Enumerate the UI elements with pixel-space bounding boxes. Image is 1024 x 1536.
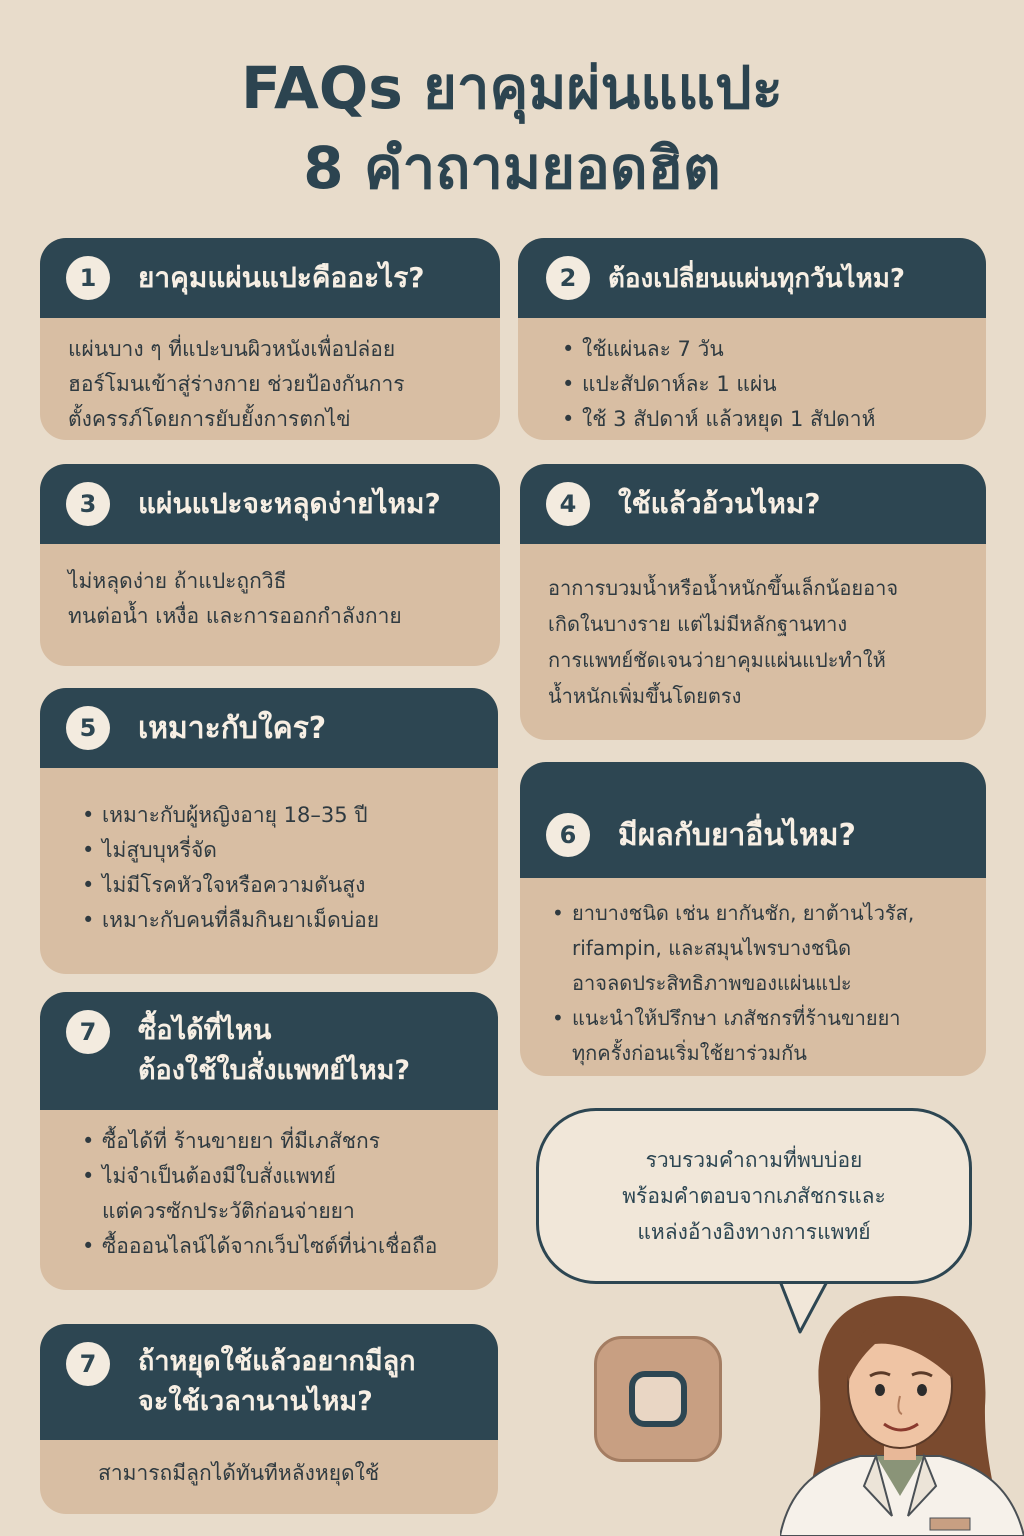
faq-answer <box>520 878 986 1076</box>
answer-line: อาการบวมน้ำหรือน้ำหนักขึ้นเล็กน้อยอาจ <box>548 576 899 600</box>
faq-answer <box>40 318 500 440</box>
bullet-line: rifampin, และสมุนไพรบางชนิด <box>572 936 852 960</box>
faq-question: เหมาะกับใคร? <box>138 710 327 746</box>
answer-bullet: • ใช้ 3 สัปดาห์ แล้วหยุด 1 สัปดาห์ <box>560 402 960 437</box>
bullet-line: • ซื้อได้ที่ ร้านขายยา ที่มีเภสัชกร <box>102 1129 381 1153</box>
faq-number: 1 <box>66 256 110 300</box>
pharmacist-illustration <box>780 1286 1024 1536</box>
answer-bullet <box>80 1124 472 1159</box>
faq-card-3 <box>40 464 500 666</box>
faq-number: 7 <box>66 1010 110 1054</box>
answer-line: ตั้งครรภ์โดยการยับยั้งการตกไข่ <box>68 407 351 431</box>
faq-header <box>40 992 498 1110</box>
faq-card-4 <box>520 464 986 740</box>
answer-bullet: • ไม่สูบบุหรี่จัด <box>80 833 472 868</box>
faq-card-7 <box>40 992 498 1290</box>
answer-line: ทนต่อน้ำ เหงื่อ และการออกกำลังกาย <box>68 604 402 628</box>
contraceptive-patch-icon <box>594 1336 722 1462</box>
faq-number: 7 <box>66 1342 110 1386</box>
faq-number: 2 <box>546 256 590 300</box>
answer-line: ไม่หลุดง่าย ถ้าแปะถูกวิธี <box>68 569 287 593</box>
faq-question: ยาคุมแผ่นแปะคืออะไร? <box>138 261 425 294</box>
faq-header <box>518 238 986 318</box>
faq-number: 3 <box>66 482 110 526</box>
answer-bullet <box>80 1229 472 1264</box>
faq-card-8 <box>40 1324 498 1514</box>
bullet-line: แต่ควรซักประวัติก่อนจ่ายยา <box>102 1199 355 1223</box>
faq-number: 5 <box>66 706 110 750</box>
faq-question: ใช้แล้วอ้วนไหม? <box>618 487 821 520</box>
faq-header <box>40 464 500 544</box>
answer-bullet: • เหมาะกับคนที่ลืมกินยาเม็ดบ่อย <box>80 903 472 938</box>
answer-line: เกิดในบางราย แต่ไม่มีหลักฐานทาง <box>548 612 848 636</box>
page-title <box>0 48 1024 208</box>
bullet-line: • ไม่จำเป็นต้องมีใบสั่งแพทย์ <box>102 1164 336 1188</box>
faq-header <box>40 238 500 318</box>
faq-question <box>138 1011 410 1091</box>
question-line: ต้องใช้ใบสั่งแพทย์ไหม? <box>138 1055 411 1086</box>
faq-answer <box>518 318 986 440</box>
question-line: จะใช้เวลานานไหม? <box>138 1386 373 1417</box>
faq-answer <box>520 544 986 724</box>
faq-question <box>138 1342 416 1422</box>
answer-line: สามารถมีลูกได้ทันทีหลังหยุดใช้ <box>98 1461 380 1485</box>
bullet-line: ทุกครั้งก่อนเริ่มใช้ยาร่วมกัน <box>572 1041 807 1065</box>
faq-question: แผ่นแปะจะหลุดง่ายไหม? <box>138 487 441 520</box>
answer-line: การแพทย์ชัดเจนว่ายาคุมแผ่นแปะทำให้ <box>548 648 886 672</box>
faq-question: ต้องเปลี่ยนแผ่นทุกวันไหม? <box>608 263 905 294</box>
faq-answer <box>40 544 500 644</box>
faq-number: 4 <box>546 482 590 526</box>
answer-bullet <box>550 896 960 1001</box>
answer-bullet: • ไม่มีโรคหัวใจหรือความดันสูง <box>80 868 472 903</box>
answer-bullet: • ใช้แผ่นละ 7 วัน <box>560 332 960 367</box>
title-line-1: FAQs ยาคุมผ่นแแปะ <box>241 54 783 122</box>
faq-answer <box>40 1440 498 1501</box>
bullet-line: • ยาบางชนิด เช่น ยากันชัก, ยาต้านไวรัส, <box>572 901 915 925</box>
patch-inner-square <box>629 1371 687 1427</box>
answer-bullet: • แปะสัปดาห์ละ 1 แผ่น <box>560 367 960 402</box>
faq-answer <box>40 768 498 948</box>
answer-line: น้ำหนักเพิ่มขึ้นโดยตรง <box>548 684 742 708</box>
answer-line: แผ่นบาง ๆ ที่แปะบนผิวหนังเพื่อปล่อย <box>68 337 396 361</box>
bullet-line: • ซื้อออนไลน์ได้จากเว็บไซต์ที่น่าเชื่อถือ <box>102 1234 438 1258</box>
bullet-line: อาจลดประสิทธิภาพของแผ่นแปะ <box>572 971 852 995</box>
faq-card-2 <box>518 238 986 440</box>
bubble-line: แหล่งอ้างอิงทางการแพทย์ <box>637 1220 871 1244</box>
faq-header <box>520 762 986 878</box>
question-line: ซื้อได้ที่ไหน <box>138 1015 272 1046</box>
question-line: ถ้าหยุดใช้แล้วอยากมีลูก <box>138 1346 416 1377</box>
faq-number: 6 <box>546 813 590 857</box>
bubble-line: รวบรวมคำถามที่พบบ่อย <box>645 1148 863 1172</box>
faq-header <box>40 688 498 768</box>
answer-line: ฮอร์โมนเข้าสู่ร่างกาย ช่วยป้องกันการ <box>68 372 405 396</box>
faq-answer <box>40 1110 498 1274</box>
answer-bullet <box>550 1001 960 1071</box>
speech-bubble <box>536 1108 972 1284</box>
faq-header <box>40 1324 498 1440</box>
bullet-line: • แนะนำให้ปรึกษา เภสัชกรที่ร้านขายยา <box>572 1006 901 1030</box>
answer-bullet <box>80 1159 472 1229</box>
faq-header <box>520 464 986 544</box>
title-line-2: 8 คำถามยอดฮิต <box>303 134 721 202</box>
answer-bullet: • เหมาะกับผู้หญิงอายุ 18–35 ปี <box>80 798 472 833</box>
faq-card-5 <box>40 688 498 974</box>
faq-card-6 <box>520 762 986 1076</box>
faq-card-1 <box>40 238 500 440</box>
bubble-line: พร้อมคำตอบจากเภสัชกรและ <box>622 1184 886 1208</box>
faq-question: มีผลกับยาอื่นไหม? <box>618 817 856 853</box>
